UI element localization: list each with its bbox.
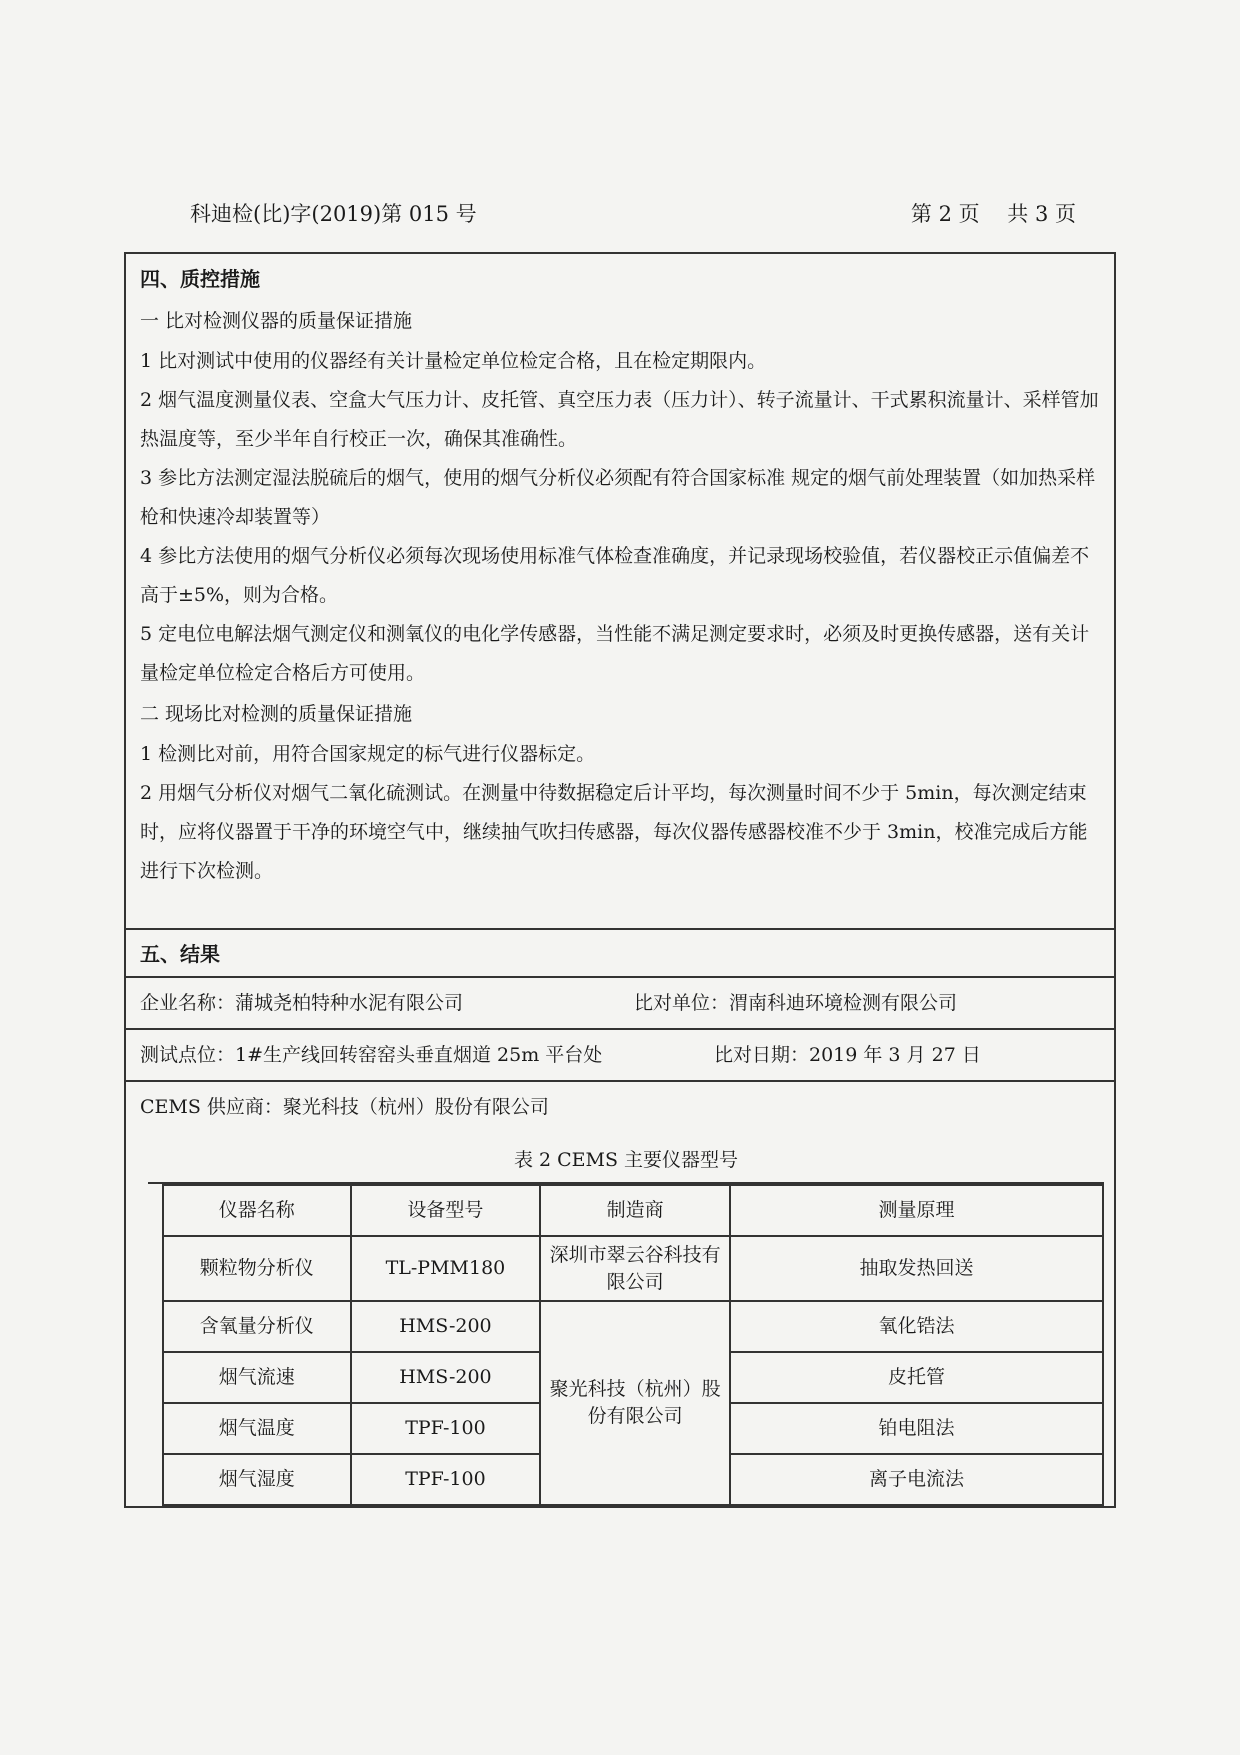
doc-number: 科迪检(比)字(2019)第 015 号	[190, 202, 477, 226]
page-info: 第 2 页 共 3 页	[910, 202, 1076, 226]
company-name: 企业名称：蒲城尧柏特种水泥有限公司	[140, 992, 464, 1014]
principle: 皮托管	[730, 1352, 1103, 1403]
principle: 离子电流法	[730, 1454, 1103, 1505]
field-item-1: 1 检测比对前，用符合国家规定的标气进行仪器标定。	[140, 743, 596, 765]
header-cell: 设备型号	[351, 1185, 541, 1236]
report-frame	[124, 252, 1116, 1508]
supplier-row	[126, 1082, 1114, 1136]
qc-item-5: 5 定电位电解法烟气测定仪和测氧仪的电化学传感器，当性能不满足测定要求时，必须及时更换传感器，送有关计量检定单位检定合格后方可使用。	[140, 623, 1090, 684]
compare-unit: 比对单位：渭南科迪环境检测有限公司	[634, 992, 958, 1014]
company-row	[126, 978, 1114, 1030]
instrument-name: 颗粒物分析仪	[163, 1236, 351, 1301]
qc-item-2: 2 烟气温度测量仪表、空盒大气压力计、皮托管、真空压力表（压力计）、转子流量计、干式累积流量计、采样管加热温度等，至少半年自行校正一次，确保其准确性。	[140, 389, 1099, 450]
compare-date: 比对日期：2019 年 3 月 27 日	[714, 1044, 981, 1066]
test-point: 测试点位：1#生产线回转窑窑头垂直烟道 25m 平台处	[140, 1044, 603, 1066]
header-cell: 仪器名称	[163, 1185, 351, 1236]
qc-item-1: 1 比对测试中使用的仪器经有关计量检定单位检定合格，且在检定期限内。	[140, 350, 767, 372]
principle: 氧化锆法	[730, 1301, 1103, 1352]
principle: 铂电阻法	[730, 1403, 1103, 1454]
instrument-name: 烟气温度	[163, 1403, 351, 1454]
shared-maker: 聚光科技（杭州）股份有限公司	[540, 1301, 730, 1505]
field-item-2: 2 用烟气分析仪对烟气二氧化硫测试。在测量中待数据稳定后计平均，每次测量时间不少于 5min，每次测定结束时，应将仪器置于干净的环境空气中，继续抽气吹扫传感器，每次仪器传感器校准不少于 3min，校准完成后方能进行下次检测。	[140, 782, 1088, 882]
section5-title: 五、结果	[126, 930, 1114, 978]
model: HMS-200	[351, 1352, 541, 1403]
qc-item-4: 4 参比方法使用的烟气分析仪必须每次现场使用标准气体检查准确度，并记录现场校验值，若仪器校正示值偏差不高于±5%，则为合格。	[140, 545, 1090, 606]
header-cell: 测量原理	[730, 1185, 1103, 1236]
section4-title: 四、质控措施	[140, 267, 260, 291]
model: TPF-100	[351, 1454, 541, 1505]
table-header-row	[163, 1185, 1103, 1236]
model: HMS-200	[351, 1301, 541, 1352]
test-point-row	[126, 1030, 1114, 1082]
sub-heading-1: 一 比对检测仪器的质量保证措施	[140, 310, 413, 332]
maker: 深圳市翠云谷科技有限公司	[540, 1236, 730, 1301]
quality-control-section	[126, 254, 1114, 930]
instrument-name: 烟气湿度	[163, 1454, 351, 1505]
principle: 抽取发热回送	[730, 1236, 1103, 1301]
model: TL-PMM180	[351, 1236, 541, 1301]
table-row	[163, 1236, 1103, 1301]
model: TPF-100	[351, 1403, 541, 1454]
table-row	[163, 1301, 1103, 1352]
table-title: 表 2 CEMS 主要仪器型号	[148, 1136, 1104, 1184]
header-cell: 制造商	[540, 1185, 730, 1236]
sub-heading-2: 二 现场比对检测的质量保证措施	[140, 703, 413, 725]
qc-item-3: 3 参比方法测定湿法脱硫后的烟气，使用的烟气分析仪必须配有符合国家标准 规定的烟气前处理装置（如加热采样枪和快速冷却装置等）	[140, 467, 1096, 528]
instrument-table	[162, 1184, 1104, 1506]
instrument-name: 烟气流速	[163, 1352, 351, 1403]
cems-supplier: CEMS 供应商：聚光科技（杭州）股份有限公司	[140, 1096, 549, 1118]
instrument-name: 含氧量分析仪	[163, 1301, 351, 1352]
